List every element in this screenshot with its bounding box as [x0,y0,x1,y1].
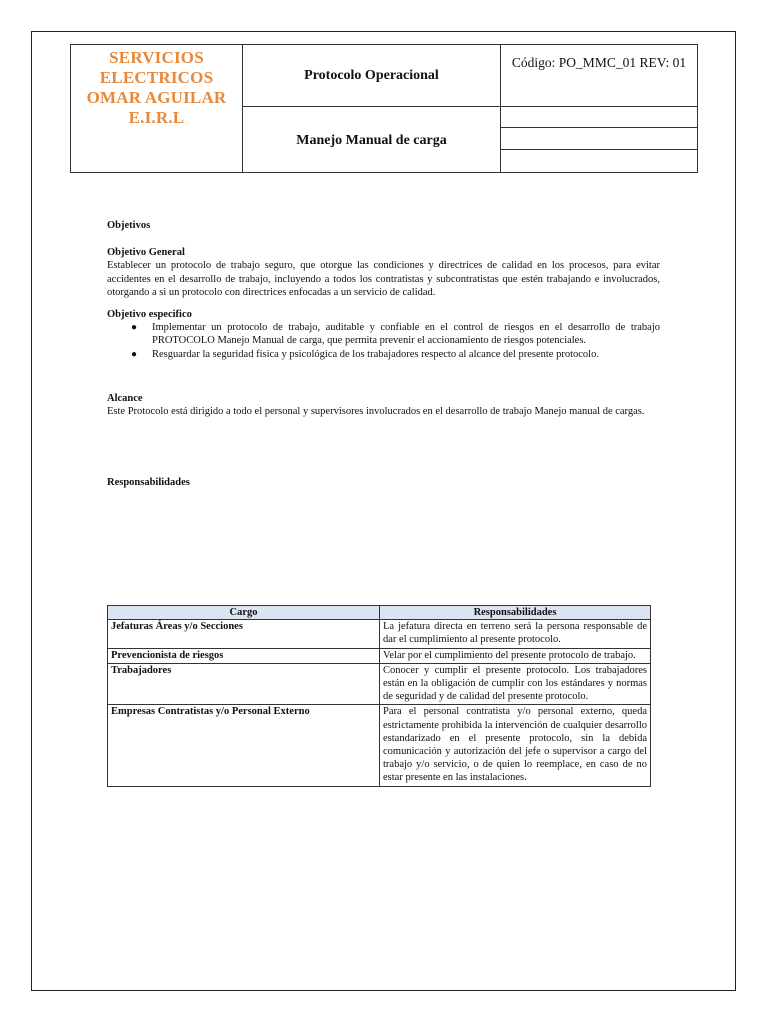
document-body [107,219,660,489]
company-cell [71,45,243,172]
list-item-text: Resguardar la seguridad física y psicológica de los trabajadores respecto al alcance del presente protocolo. [152,348,599,360]
column-header-responsabilidades: Responsabilidades [380,606,651,620]
cargo-cell: Prevencionista de riesgos [108,648,380,663]
specific-objectives-list [107,321,660,361]
company-line: ELECTRICOS [99,68,214,87]
section-title-responsabilidades: Responsabilidades [107,477,190,489]
list-item [107,348,660,361]
title-cell [243,45,501,172]
section-title-objetivos: Objetivos [107,220,151,231]
cargo-cell: Jefaturas Áreas y/o Secciones [108,620,380,648]
responsibilities-table [107,605,651,787]
subsection-title-general: Objetivo General [107,247,185,259]
resp-cell: Para el personal contratista y/o personal externo, queda estrictamente prohibida la intervención de cualquier desarrollo estandarizado en el presente protocolo, sin la debida comunicación y autorización del jefe o supervisor a cargo del trabajo y/o servicio, o de quien lo reemplace, en caso de no estar presente en las instalaciones. [380,705,651,786]
resp-cell: La jefatura directa en terreno será la persona responsable de dar el cumplimiento al presente protocolo. [380,620,651,648]
list-item-text: Implementar un protocolo de trabajo, auditable y confiable en el control de riesgos en el desarrollo de trabajo PROTOCOLO Manejo Manual de carga, que permita prevenir el accionamiento de riesgos potenciales. [152,322,660,347]
subsection-title-specific: Objetivo especifico [107,309,192,321]
table-row [108,648,651,663]
table-row [108,705,651,786]
company-name [71,45,242,128]
alcance-text: Este Protocolo está dirigido a todo el personal y supervisores involucrados en el desarrollo de trabajo Manejo manual de cargas. [107,406,645,418]
table-row [108,663,651,705]
company-line: OMAR AGUILAR [86,88,227,107]
column-header-cargo: Cargo [108,606,380,620]
table-row [108,620,651,648]
blank-cell [501,128,697,150]
document-code: Código: PO_MMC_01 REV: 01 [501,45,697,107]
document-header [70,44,698,173]
company-line: E.I.R.L [128,108,185,127]
protocol-type: Protocolo Operacional [243,45,500,107]
section-title-alcance: Alcance [107,392,143,404]
resp-cell: Conocer y cumplir el presente protocolo. Los trabajadores están en la obligación de cumplir con los estándares y normas de seguridad y de calidad del presente protocolo. [380,663,651,705]
list-item [107,321,660,347]
cargo-cell: Trabajadores [108,663,380,705]
protocol-name: Manejo Manual de carga [296,132,447,148]
resp-cell: Velar por el cumplimiento del presente protocolo de trabajo. [380,648,651,663]
cargo-cell: Empresas Contratistas y/o Personal Externo [108,705,380,786]
blank-cell [501,107,697,128]
table-header-row [108,606,651,620]
bullet-icon: ● [131,322,138,334]
bullet-icon: ● [131,348,138,360]
code-cell [501,45,697,172]
general-objective-text: Establecer un protocolo de trabajo seguro, que otorgue las condiciones y directrices de calidad en los procesos, para evitar accidentes en el desarrollo de trabajo, incluyendo a todos los contratistas y subcontratistas que estén trabajando e involucrados, otorgando a si un protocolo con directrices enfocadas a un servicio de calidad. [107,260,660,298]
page-frame [31,31,736,991]
company-line: SERVICIOS [109,48,204,67]
